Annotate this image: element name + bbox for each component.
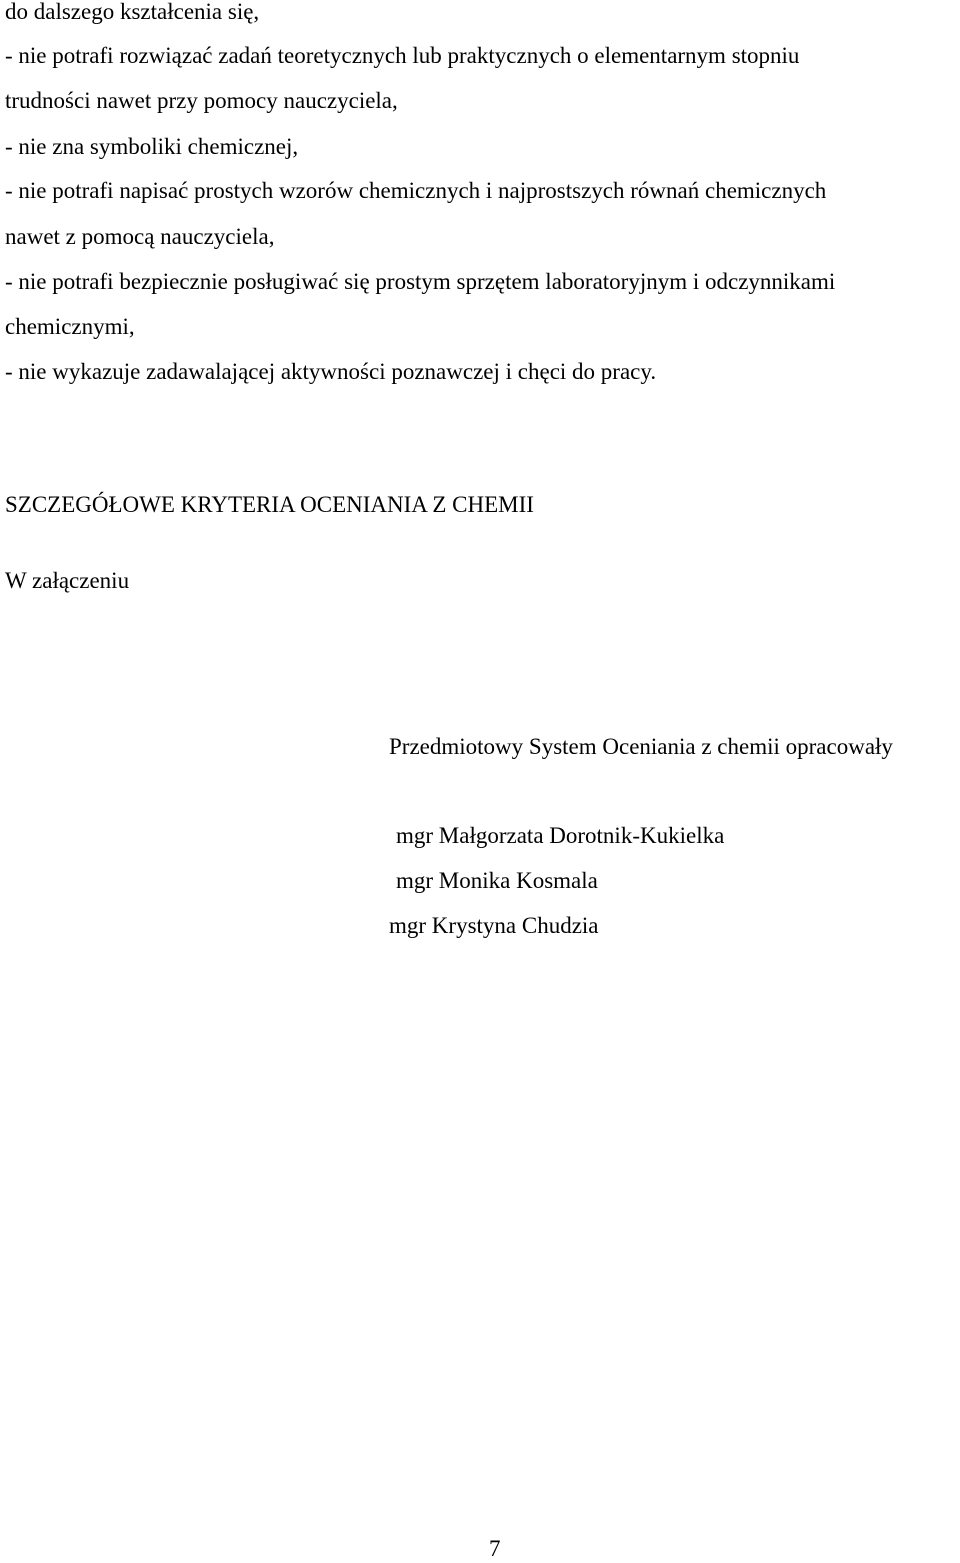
text-line: trudności nawet przy pomocy nauczyciela, [5,88,398,113]
text-line: - nie potrafi rozwiązać zadań teoretycznych lub praktycznych o elementarnym stopniu [5,43,800,68]
text-line: - nie potrafi bezpiecznie posługiwać się prostym sprzętem laboratoryjnym i odczynnikami [5,269,836,294]
text-line: - nie potrafi napisać prostych wzorów chemicznych i najprostszych równań chemicznych [5,178,827,203]
prepared-by: Przedmiotowy System Oceniania z chemii opracowały [389,734,893,759]
author-name: mgr Krystyna Chudzia [389,913,599,938]
text-line: nawet z pomocą nauczyciela, [5,224,275,249]
author-name: mgr Małgorzata Dorotnik-Kukielka [396,823,725,848]
text-line: - nie wykazuje zadawalającej aktywności poznawczej i chęci do pracy. [5,359,657,384]
text-line: do dalszego kształcenia się, [5,0,260,24]
author-name: mgr Monika Kosmala [396,868,598,893]
text-line: chemicznymi, [5,314,135,339]
section-heading: SZCZEGÓŁOWE KRYTERIA OCENIANIA Z CHEMII [5,492,534,517]
text-line: - nie zna symboliki chemicznej, [5,134,299,159]
page-number: 7 [489,1536,501,1561]
attachment-note: W załączeniu [5,568,130,593]
